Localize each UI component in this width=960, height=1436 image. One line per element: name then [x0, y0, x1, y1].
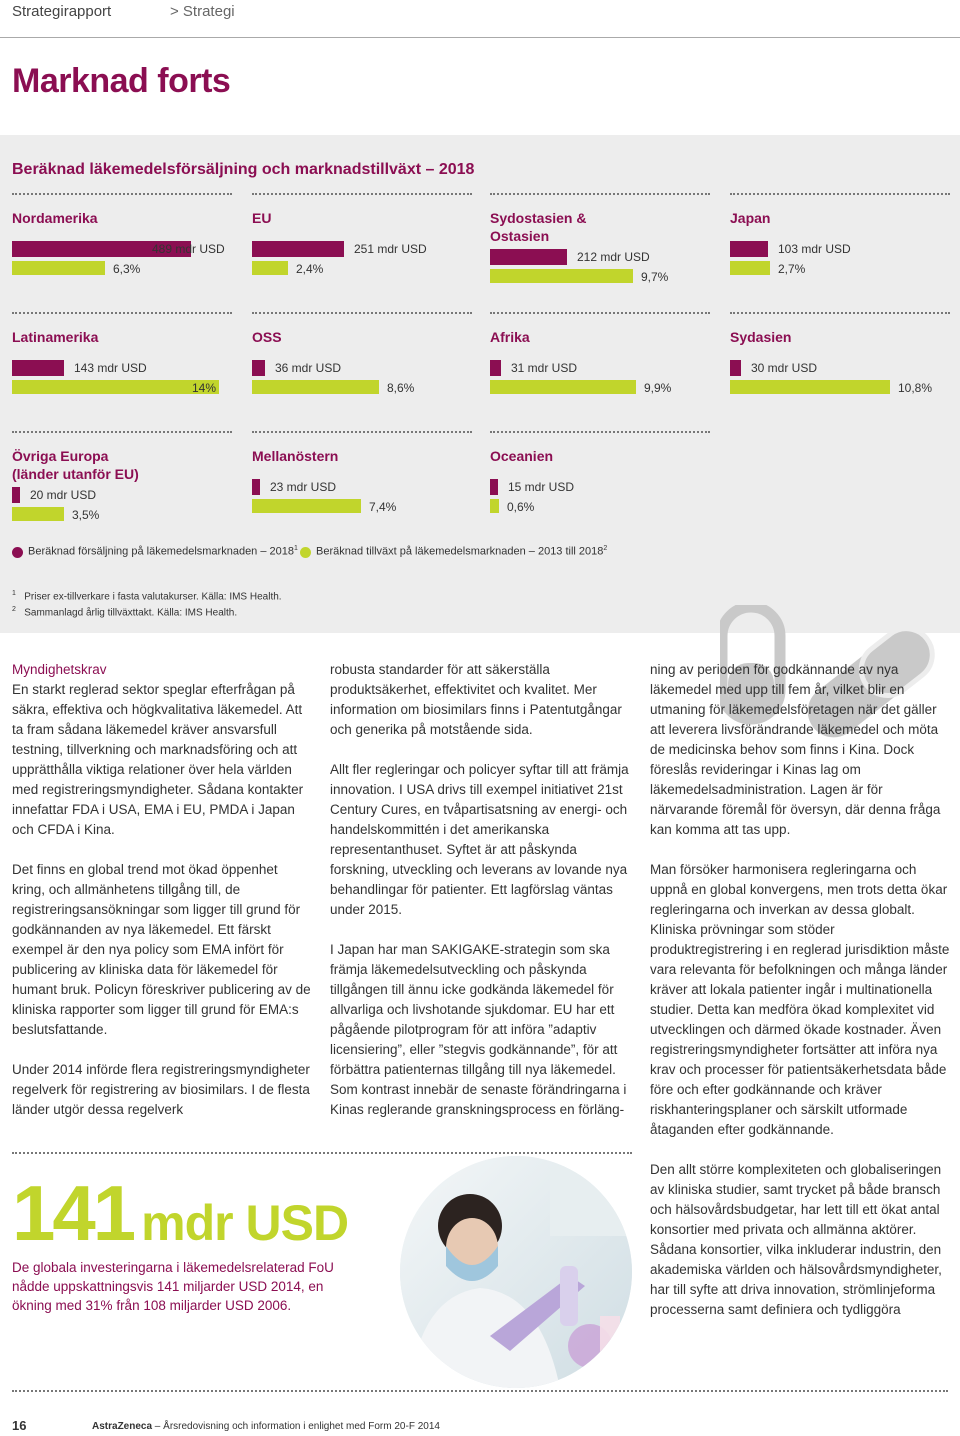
growth-bar [12, 261, 105, 275]
sales-label: 15 mdr USD [508, 480, 575, 494]
region-name: Latinamerika [12, 329, 99, 345]
sales-label: 251 mdr USD [354, 242, 427, 256]
region-divider [252, 312, 472, 314]
top-navigation [0, 0, 960, 38]
sales-bar [252, 479, 260, 495]
region-divider [12, 431, 232, 433]
sales-bar [252, 360, 265, 376]
paragraph: Under 2014 införde flera registreringsmyndigheter regelverk för registrering av biosimilars. I de flesta länder utgör dessa regelverk [12, 1062, 310, 1117]
growth-label: 2,7% [778, 262, 806, 276]
sales-legend-dot [12, 547, 23, 558]
region-cell [252, 193, 472, 293]
growth-label: 9,9% [644, 381, 672, 395]
region-name: OSS [252, 329, 282, 345]
legend-sales [28, 545, 298, 558]
text-column-2 [330, 660, 630, 1140]
footnote-1 [12, 587, 282, 603]
growth-bar [252, 261, 288, 275]
footnote-2 [12, 603, 282, 619]
paragraph: Allt fler regleringar och policyer syftar till att främja innovation. I USA drivs till exempel initiativet 21st Century Cures, en tvåpartisatsning av energi- och handelskommittén i det amerikanska representanthuset. Syftet är att påskynda forskning, utveckling och leverans av lovande nya behandlingar för patienter. Ett lagförslag väntas under 2015. [330, 762, 629, 917]
sales-label: 212 mdr USD [577, 250, 650, 264]
nav-subsection[interactable]: > Strategi [170, 3, 235, 20]
paragraph: I Japan har man SAKIGAKE-strategin som ska främja läkemedelsutveckling och påskynda tillgången till ännu icke godkända läkemedel för allvarliga och livshotande sjukdomar. EU har ett pågående pilotprogram för att införa ”adaptiv licensiering”, eller ”stegvis godkännande”, för att förbättra patienternas tillgång till nya läkemedel. Som kontrast innebär de senaste förändringarna i Kinas reglerande granskningsprocess en förläng- [330, 942, 627, 1117]
growth-bar [490, 269, 633, 283]
highlight-number: 141 [12, 1169, 134, 1257]
region-cell [252, 312, 472, 412]
sales-bar [12, 487, 20, 503]
sales-bar [730, 360, 741, 376]
region-divider [252, 193, 472, 195]
footnote-1-text: Priser ex-tillverkare i fasta valutakurser. Källa: IMS Health. [24, 591, 282, 603]
legend-growth-text: Beräknad tillväxt på läkemedelsmarknaden – 2013 till 2018 [316, 545, 604, 558]
region-name: Mellanöstern [252, 448, 339, 464]
growth-bar [490, 499, 499, 513]
growth-legend-dot [300, 547, 311, 558]
footnote-2-text: Sammanlagd årlig tillväxttakt. Källa: IMS Health. [24, 607, 238, 619]
sales-label: 30 mdr USD [751, 361, 818, 375]
page-number: 16 [12, 1418, 27, 1433]
growth-label: 7,4% [369, 500, 397, 514]
growth-label: 0,6% [507, 500, 535, 514]
sales-bar [730, 241, 768, 257]
region-name: Övriga Europa (länder utanför EU) [12, 448, 139, 482]
nav-section[interactable]: Strategirapport [12, 3, 112, 20]
growth-bar [12, 380, 219, 394]
footnotes [12, 587, 282, 620]
growth-label: 8,6% [387, 381, 415, 395]
region-name: Nordamerika [12, 210, 98, 226]
legend-growth [316, 545, 607, 558]
growth-label: 9,7% [641, 270, 669, 284]
sales-label: 36 mdr USD [275, 361, 342, 375]
paragraph: Den allt större komplexiteten och globaliseringen av kliniska studier, samt trycket på både bransch och hälsovårdsbudgetar, har lett till ett ökat antal konsortier med privata och allmänna aktörer. Sådana konsortier, vilka inkluderar industrin, den akademiska världen och hälsovårdsmyndigheter, har till syfte att driva innovation, strömlinjeforma processerna samt definiera och tydliggöra [650, 1162, 942, 1317]
growth-label: 14% [192, 381, 217, 395]
region-cell [12, 193, 232, 293]
region-divider [490, 312, 710, 314]
region-divider [730, 312, 950, 314]
growth-label: 3,5% [72, 508, 100, 522]
region-divider [490, 431, 710, 433]
title-part1: Marknad [12, 62, 149, 100]
sales-label: 23 mdr USD [270, 480, 337, 494]
region-cell [730, 193, 950, 293]
region-name: Oceanien [490, 448, 554, 464]
highlight-figure [12, 1168, 348, 1259]
region-name: EU [252, 210, 272, 226]
region-cell [12, 431, 232, 531]
region-name: Afrika [490, 329, 530, 345]
footer-divider [12, 1390, 948, 1392]
text-column-3 [650, 660, 950, 1340]
highlight-text: De globala investeringarna i läkemedelsrelaterad FoU nådde uppskattningsvis 141 miljarder USD 2014, en ökning med 31% från 108 miljarder USD 2006. [12, 1260, 334, 1313]
region-divider [730, 193, 950, 195]
footer-text [92, 1421, 440, 1432]
footnote-2-mark: 2 [12, 606, 16, 614]
highlight-unit: mdr USD [141, 1195, 349, 1251]
paragraph: ning av perioden för godkännande av nya läkemedel med upp till fem år, vilket blir en utmaning för läkemedelsföretagen när det gäller att leverera livsförändrande läkemedel och möta de medicinska behov som finns i Kina. Dock föreslås revideringar i Kinas lag om läkemedelsadministration. Lagen är för närvarande föremål för översyn, där denna fråga kan komma att tas upp. [650, 662, 941, 837]
region-name: Sydostasien & Ostasien [490, 210, 587, 244]
paragraph: Det finns en global trend mot ökad öppenhet kring, och allmänhetens tillgång till, de registreringsansökningar som ligger till grund för godkännanden av nya läkemedel. Ett färskt exempel är den nya policy som EMA infört för publicering av kliniska data för läkemedel för humant bruk. Policyn föreskriver publicering av de kliniska rapporter som ligger till grund för EMA:s beslutsfattande. [12, 862, 311, 1037]
sales-label: 143 mdr USD [74, 361, 147, 375]
page-title [12, 62, 230, 101]
region-cell [252, 431, 472, 531]
footer-doc: – Årsredovisning och information i enlighet med Form 20-F 2014 [152, 1421, 440, 1432]
paragraph: En starkt reglerad sektor speglar efterfrågan på säkra, effektiva och högkvalitativa läkemedel. Att ta fram sådana läkemedel kräver ansvarsfull testning, tillverkning och marknadsföring och att upprätthålla viktiga relationer över hela världen med registreringsmyndigheter. Sådana kontakter innefattar FDA i USA, EMA i EU, PMDA i Japan och CFDA i Kina. [12, 682, 304, 837]
legend-sales-sup: 1 [294, 545, 298, 552]
section-heading: Myndighetskrav [12, 662, 107, 677]
sales-bar [12, 360, 64, 376]
region-divider [12, 312, 232, 314]
growth-label: 2,4% [296, 262, 324, 276]
region-name: Sydasien [730, 329, 792, 345]
growth-bar [252, 380, 379, 394]
footnote-1-mark: 1 [12, 590, 16, 597]
title-part2: forts [148, 62, 231, 100]
region-cell [490, 431, 710, 531]
sales-label: 103 mdr USD [778, 242, 851, 256]
lab-researcher-photo [400, 1156, 632, 1388]
lab-photo-illustration [400, 1156, 632, 1388]
paragraph: Man försöker harmonisera regleringarna och uppnå en global konvergens, men trots detta ökar regleringarna och inverkan av dessa globalt. Kliniska prövningar som stöder produktregistrering i en reglerad jurisdiktion måste vara relevanta för befolkningen och många länder kräver att lokala patienter ingår i multinationella studier. Detta kan medföra ökad komplexitet vid utvecklingen och därmed ökade kostnader. Även registreringsmyndigheter fortsätter att införa nya krav och processer för patientsäkerhetsdata både före och efter godkännande och kräver riskhanteringsplaner och särskilt utformade åtaganden efter godkännande. [650, 862, 950, 1137]
legend-sales-text: Beräknad försäljning på läkemedelsmarknaden – 2018 [28, 545, 295, 558]
region-cell [490, 193, 710, 293]
growth-bar [252, 499, 361, 513]
growth-bar [730, 380, 890, 394]
divider [12, 1152, 632, 1154]
region-cell [12, 312, 232, 412]
sales-bar [490, 479, 498, 495]
growth-bar [730, 261, 770, 275]
growth-label: 6,3% [113, 262, 141, 276]
sales-label: 31 mdr USD [511, 361, 578, 375]
region-cell [490, 312, 710, 412]
growth-bar [12, 507, 64, 521]
sales-bar [490, 360, 501, 376]
market-panel [0, 135, 960, 633]
region-cell [730, 312, 950, 412]
growth-bar [490, 380, 636, 394]
text-column-1 [12, 660, 312, 1140]
panel-title: Beräknad läkemedelsförsäljning och marknadstillväxt – 2018 [12, 161, 475, 178]
footer-company: AstraZeneca [92, 1421, 153, 1432]
region-divider [490, 193, 710, 195]
sales-label: 489 mdr USD [152, 242, 225, 256]
region-divider [252, 431, 472, 433]
sales-bar [252, 241, 344, 257]
sales-bar [490, 249, 567, 265]
growth-label: 10,8% [898, 381, 933, 395]
region-divider [12, 193, 232, 195]
region-name: Japan [730, 210, 771, 226]
legend-growth-sup: 2 [603, 545, 608, 552]
paragraph: robusta standarder för att säkerställa produktsäkerhet, effektivitet och kvalitet. Mer information om biosimilars finns i Patentutgångar och generika på motstående sida. [330, 662, 622, 737]
sales-label: 20 mdr USD [30, 488, 97, 502]
